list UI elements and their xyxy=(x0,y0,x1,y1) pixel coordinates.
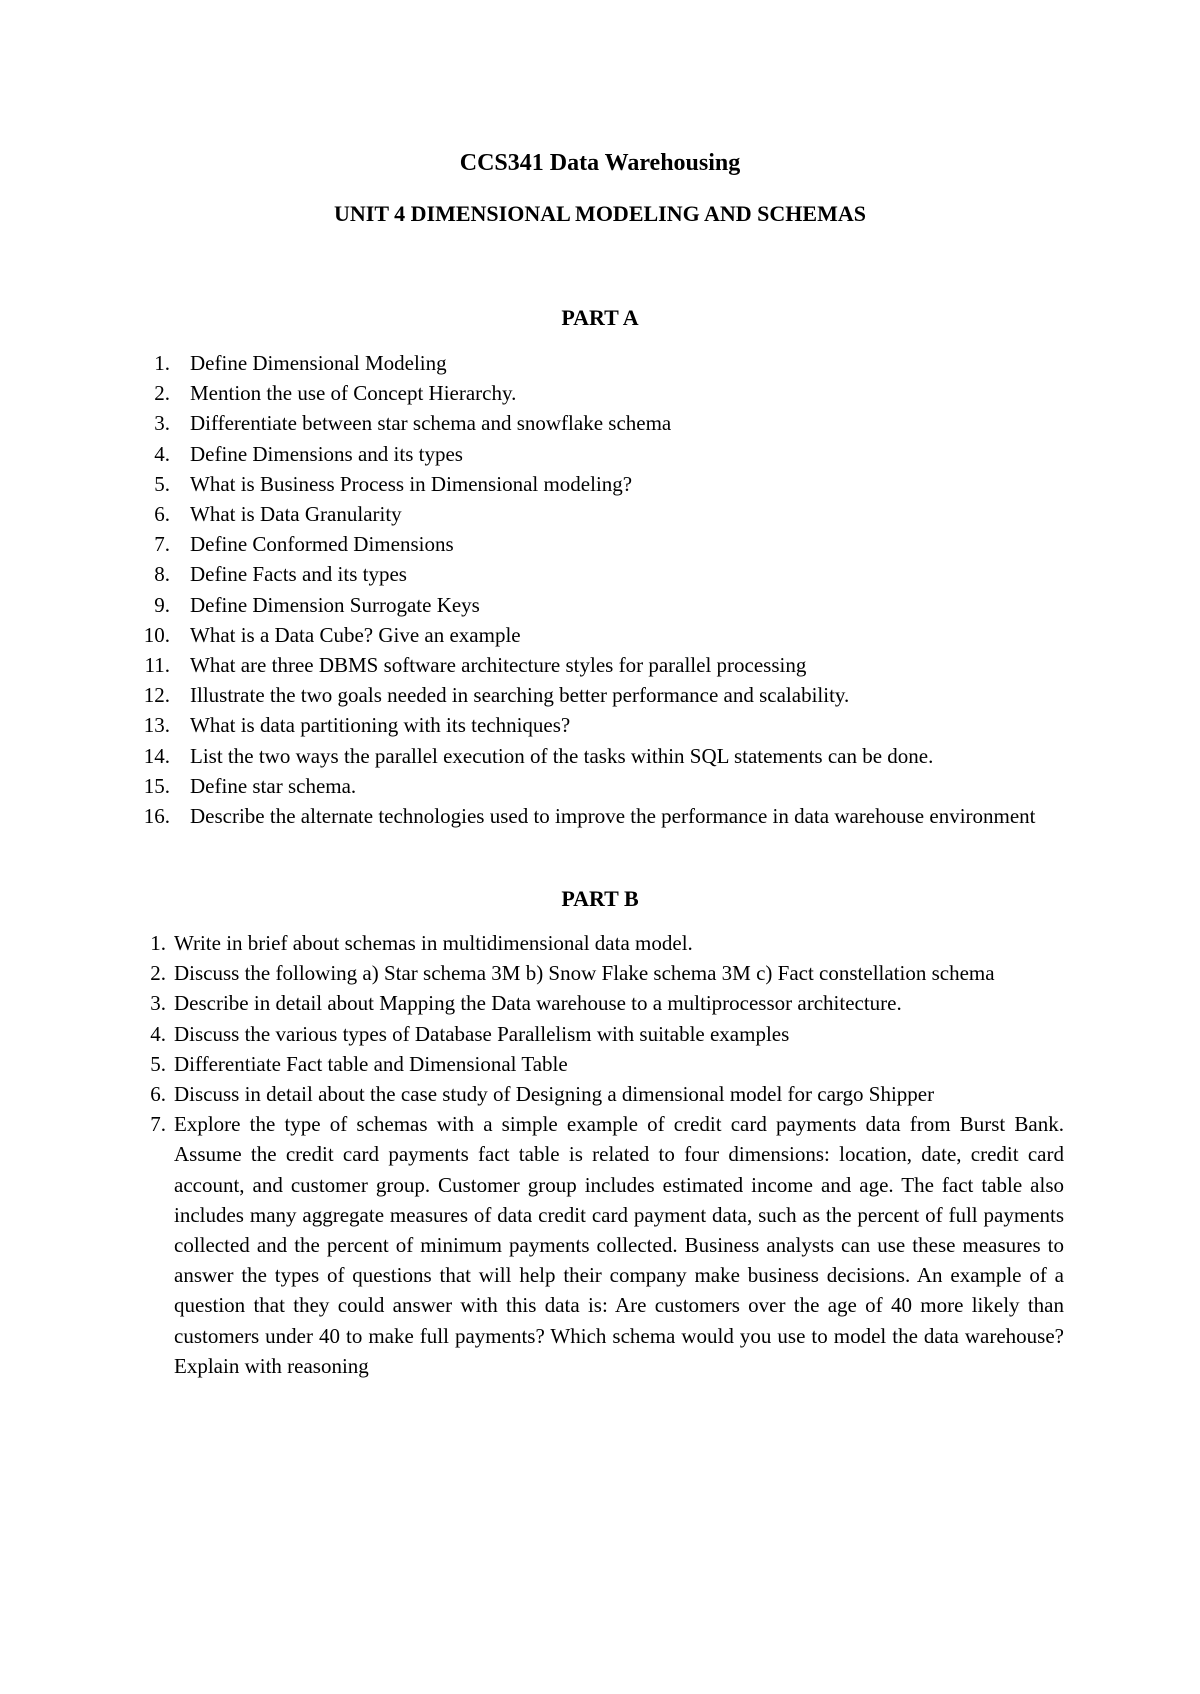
unit-title: UNIT 4 DIMENSIONAL MODELING AND SCHEMAS xyxy=(334,201,866,226)
question-item xyxy=(144,958,1064,988)
question-text: Describe in detail about Mapping the Data warehouse to a multiprocessor architecture. xyxy=(174,991,902,1016)
question-text: What is Data Granularity xyxy=(190,502,402,527)
question-item xyxy=(148,348,1068,378)
question-number: 1. xyxy=(150,931,166,955)
question-item xyxy=(144,928,1064,958)
question-item xyxy=(148,469,1068,499)
question-number: 11. xyxy=(144,653,170,678)
question-item xyxy=(143,620,1068,650)
question-number: 6. xyxy=(154,502,170,527)
question-number: 10. xyxy=(143,622,170,647)
question-number: 16. xyxy=(143,804,170,829)
question-item xyxy=(143,710,1068,740)
question-number: 5. xyxy=(150,1051,166,1076)
question-text: Define Dimensional Modeling xyxy=(190,351,447,375)
question-text: Describe the alternate technologies used to improve the performance in data warehouse environment xyxy=(190,804,1036,829)
question-number: 7. xyxy=(154,532,170,557)
question-item xyxy=(148,559,1068,589)
question-text: What is a Data Cube? Give an example xyxy=(190,622,521,647)
question-item xyxy=(148,378,1068,408)
question-text: Define Dimension Surrogate Keys xyxy=(190,592,480,617)
question-text: Define Conformed Dimensions xyxy=(190,532,454,557)
question-number: 4. xyxy=(150,1021,166,1046)
question-item xyxy=(144,1109,1064,1381)
question-number: 3. xyxy=(150,991,166,1016)
question-item xyxy=(143,801,1068,831)
question-text: Differentiate between star schema and snowflake schema xyxy=(190,411,672,436)
question-number: 12. xyxy=(143,683,170,708)
question-text: What are three DBMS software architecture styles for parallel processing xyxy=(190,653,807,678)
question-item xyxy=(143,771,1068,801)
question-item xyxy=(148,408,1068,438)
question-number: 2. xyxy=(154,381,170,406)
question-item xyxy=(144,1019,1064,1049)
question-text: Discuss in detail about the case study of Designing a dimensional model for cargo Shipper xyxy=(174,1082,935,1107)
question-text: Define Dimensions and its types xyxy=(190,441,463,466)
part-b-heading: PART B xyxy=(561,886,639,911)
question-number: 5. xyxy=(154,471,170,496)
question-item xyxy=(148,499,1068,529)
question-number: 8. xyxy=(154,562,170,587)
question-item xyxy=(144,988,1064,1018)
question-text: Discuss the following a) Star schema 3M b) Snow Flake schema 3M c) Fact constellation schema xyxy=(174,961,995,986)
question-item xyxy=(144,1049,1064,1079)
question-item xyxy=(143,741,1068,771)
question-text: What is Business Process in Dimensional modeling? xyxy=(190,471,633,496)
question-number: 1. xyxy=(154,351,170,375)
question-text: What is data partitioning with its techniques? xyxy=(190,713,571,738)
question-number: 14. xyxy=(143,743,170,768)
question-text: Define star schema. xyxy=(190,773,357,798)
question-number: 9. xyxy=(154,592,170,617)
question-text: Write in brief about schemas in multidimensional data model. xyxy=(174,931,693,955)
question-item xyxy=(144,650,1068,680)
question-number: 4. xyxy=(154,441,170,466)
question-number: 15. xyxy=(143,773,170,798)
question-item xyxy=(143,680,1068,710)
part-a-question-list xyxy=(143,348,1068,831)
part-a-heading: PART A xyxy=(561,305,639,330)
question-text: Define Facts and its types xyxy=(190,562,407,587)
question-text: Illustrate the two goals needed in searching better performance and scalability. xyxy=(190,683,850,708)
course-title: CCS341 Data Warehousing xyxy=(459,150,741,176)
question-item xyxy=(148,590,1068,620)
question-text: Explore the type of schemas with a simple example of credit card payments data from Burst Bank. Assume the credit card payments fact table is related to four dimensions: location, date, credit card account, and customer group. Customer group includes estimated income and age. The fact table also includes many aggregate measures of data credit card payment data, such as the percent of full payments collected and the percent of minimum payments collected. Business analysts can use these measures to answer the types of questions that will help their company make business decisions. An example of a question that they could answer with this data is: Are customers over the age of 40 more likely than customers under 40 to make full payments? Which schema would you use to model the data warehouse? Explain with reasoning xyxy=(174,1112,1064,1378)
question-text: Mention the use of Concept Hierarchy. xyxy=(190,381,517,406)
question-text: Discuss the various types of Database Parallelism with suitable examples xyxy=(174,1021,790,1046)
question-item xyxy=(148,529,1068,559)
question-number: 2. xyxy=(150,961,166,986)
question-item xyxy=(148,439,1068,469)
part-b-question-list xyxy=(144,928,1064,1381)
question-number: 6. xyxy=(150,1082,166,1107)
question-text: List the two ways the parallel execution of the tasks within SQL statements can be done. xyxy=(190,743,934,768)
question-number: 7. xyxy=(150,1112,166,1137)
question-item xyxy=(144,1079,1064,1109)
question-number: 13. xyxy=(143,713,170,738)
question-text: Differentiate Fact table and Dimensional Table xyxy=(174,1051,568,1076)
question-number: 3. xyxy=(154,411,170,436)
